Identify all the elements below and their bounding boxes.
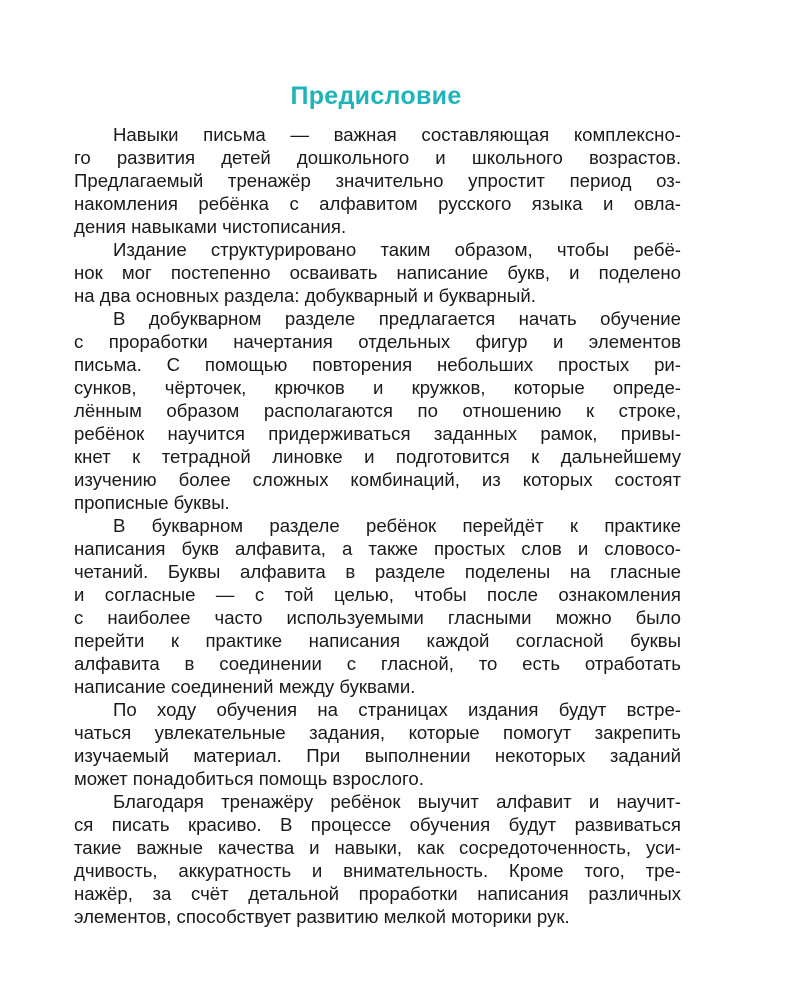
text-line: Благодаря тренажёру ребёнок выучит алфавит и научит-	[113, 791, 681, 812]
text-line: может понадобиться помощь взрослого.	[74, 768, 424, 789]
text-line: По ходу обучения на страницах издания будут встре-	[113, 699, 681, 720]
text-line: дчивость, аккуратность и внимательность. Кроме того, тре-	[74, 860, 681, 881]
text-line: с наиболее часто используемыми гласными можно было	[74, 607, 681, 628]
text-line: В букварном разделе ребёнок перейдёт к практике	[113, 515, 681, 536]
text-line: изучению более сложных комбинаций, из которых состоят	[74, 469, 681, 490]
text-line: дения навыками чистописания.	[74, 216, 347, 237]
text-line: сунков, чёрточек, крючков и кружков, которые опреде-	[74, 377, 681, 398]
text-line: Навыки письма — важная составляющая комплексно-	[113, 124, 681, 145]
text-line: написание соединений между буквами.	[74, 676, 416, 697]
text-line: кнет к тетрадной линовке и подготовится к дальнейшему	[74, 446, 681, 467]
text-line: изучаемый материал. При выполнении некоторых заданий	[74, 745, 681, 766]
text-line: на два основных раздела: добукварный и букварный.	[74, 285, 536, 306]
text-line: чаться увлекательные задания, которые помогут закрепить	[74, 722, 681, 743]
text-line: алфавита в соединении с гласной, то есть отработать	[74, 653, 681, 674]
text-line: ребёнок научится придерживаться заданных рамок, привы-	[74, 423, 681, 444]
text-line: прописные буквы.	[74, 492, 230, 513]
text-line: письма. С помощью повторения небольших простых ри-	[74, 354, 681, 375]
text-line: Издание структурировано таким образом, чтобы ребё-	[113, 239, 681, 260]
text-line: четаний. Буквы алфавита в разделе поделены на гласные	[74, 561, 681, 582]
text-line: написания букв алфавита, а также простых слов и словосо-	[74, 538, 681, 559]
text-line: Предлагаемый тренажёр значительно упростит период оз-	[74, 170, 681, 191]
text-line: нок мог постепенно осваивать написание букв, и поделено	[74, 262, 681, 283]
text-line: ся писать красиво. В процессе обучения будут развиваться	[74, 814, 681, 835]
text-line: нажёр, за счёт детальной проработки написания различных	[74, 883, 681, 904]
text-line: лённым образом располагаются по отношению к строке,	[74, 400, 681, 421]
text-line: го развития детей дошкольного и школьного возрастов.	[74, 147, 681, 168]
text-line: В добукварном разделе предлагается начать обучение	[113, 308, 681, 329]
text-line: с проработки начертания отдельных фигур и элементов	[74, 331, 681, 352]
text-line: такие важные качества и навыки, как сосредоточенность, уси-	[74, 837, 681, 858]
text-line: элементов, способствует развитию мелкой моторики рук.	[74, 906, 570, 927]
text-line: накомления ребёнка с алфавитом русского языка и овла-	[74, 193, 681, 214]
text-line: перейти к практике написания каждой согласной буквы	[74, 630, 681, 651]
page-title: Предисловие	[290, 82, 462, 110]
text-line: и согласные — с той целью, чтобы после ознакомления	[74, 584, 681, 605]
